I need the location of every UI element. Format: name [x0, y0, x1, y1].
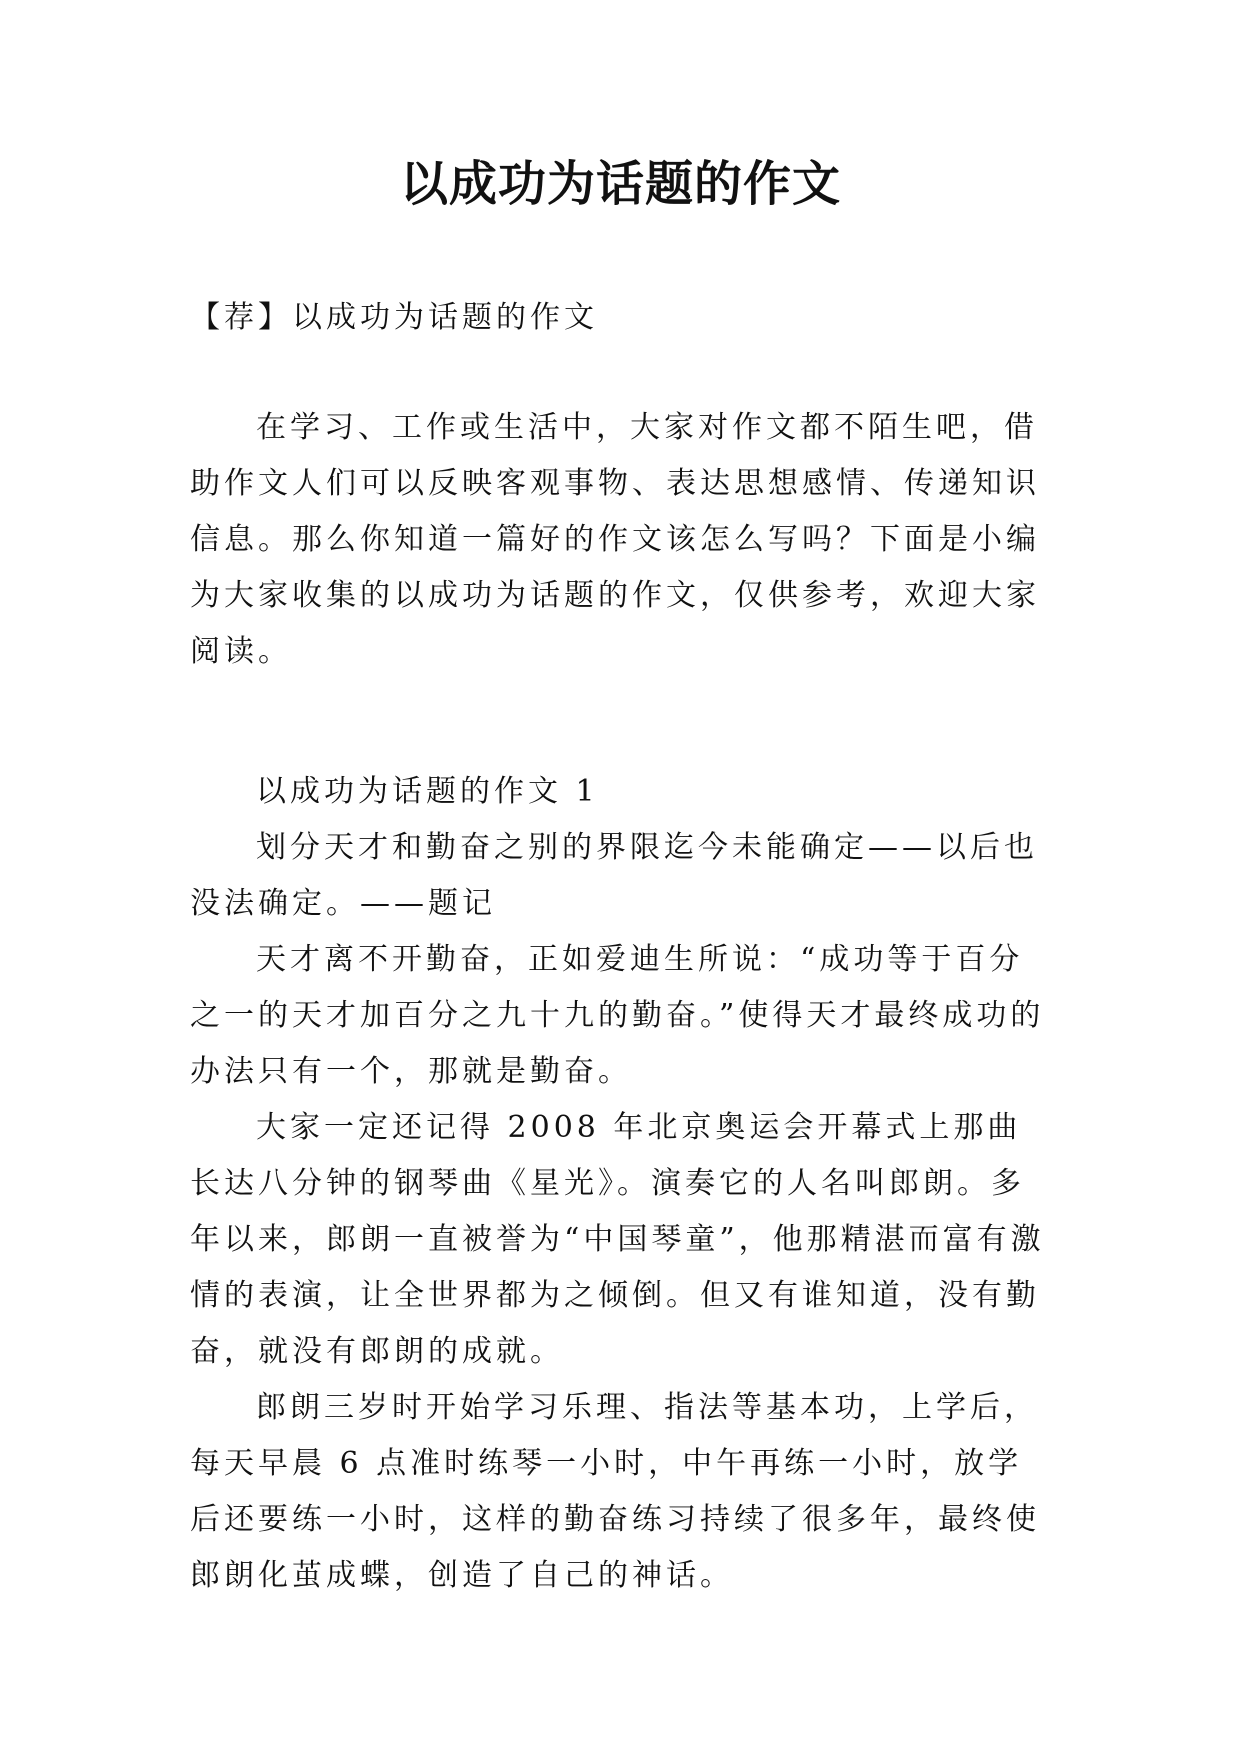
- paragraph-epigraph: 划分天才和勤奋之别的界限迄今未能确定——以后也没法确定。——题记: [190, 830, 1038, 921]
- paragraph-lang-lang-olympics: 大家一定还记得 2008 年北京奥运会开幕式上那曲长达八分钟的钢琴曲《星光》。演奏它的人名叫郎朗。多年以来，郎朗一直被誉为“中国琴童”，他那精湛而富有激情的表演，让全世界都为之倾倒。但又有谁知道，没有勤奋，就没有郎朗的成就。: [190, 1110, 1045, 1369]
- document-title: 以成功为话题的作文: [399, 156, 841, 212]
- intro-paragraph: 在学习、工作或生活中，大家对作文都不陌生吧，借助作文人们可以反映客观事物、表达思想感情、传递知识信息。那么你知道一篇好的作文该怎么写吗？下面是小编为大家收集的以成功为话题的作文，仅供参考，欢迎大家阅读。: [190, 410, 1040, 669]
- paragraph-lang-lang-practice: 郎朗三岁时开始学习乐理、指法等基本功，上学后，每天早晨 6 点准时练琴一小时，中午再练一小时，放学后还要练一小时，这样的勤奋练习持续了很多年，最终使郎朗化茧成蝶，创造了自己的神话。: [190, 1390, 1040, 1593]
- paragraph-edison-quote: 天才离不开勤奋，正如爱迪生所说：“成功等于百分之一的天才加百分之九十九的勤奋。”使得天才最终成功的办法只有一个，那就是勤奋。: [190, 942, 1045, 1089]
- recommend-line: 【荐】以成功为话题的作文: [190, 300, 598, 335]
- document-body: [190, 400, 1054, 1604]
- essay-heading: 以成功为话题的作文 1: [256, 774, 599, 809]
- section-gap: [190, 680, 1054, 764]
